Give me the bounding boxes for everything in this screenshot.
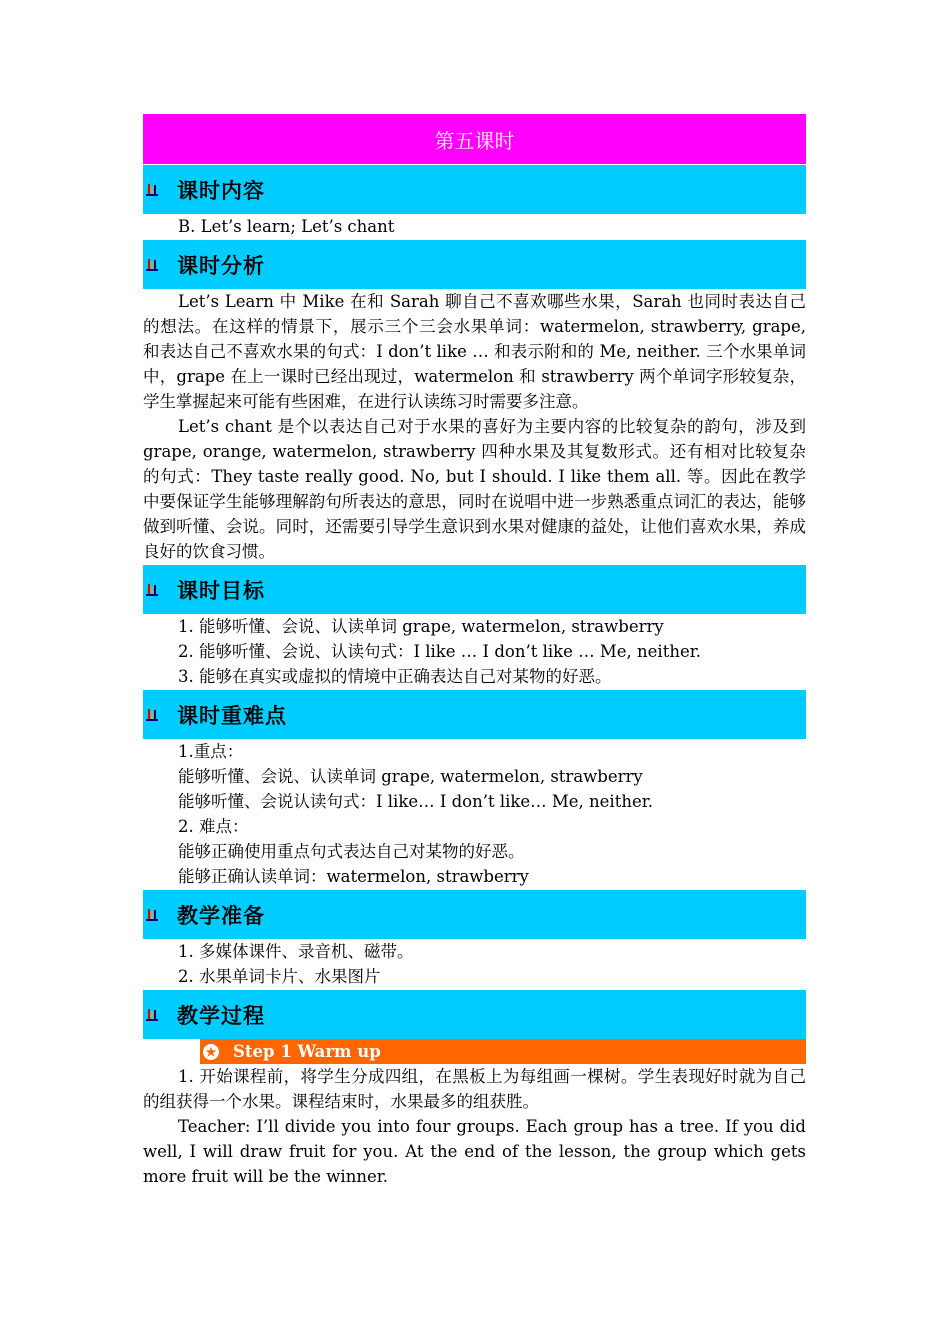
star-circle-icon: ★ bbox=[203, 1044, 219, 1060]
section-header-prep bbox=[143, 890, 806, 939]
book-stack-icon bbox=[145, 258, 159, 272]
list-item: 能够听懂、会说、认读单词 grape, watermelon, strawberry bbox=[178, 767, 643, 786]
section-title: 课时目标 bbox=[177, 578, 265, 603]
paragraph: 1. 开始课程前，将学生分成四组，在黑板上为每组画一棵树。学生表现好时就为自己的组获得一个水果。课程结束时，水果最多的组获胜。 bbox=[143, 1067, 806, 1111]
list-item: 能够正确认读单词：watermelon, strawberry bbox=[178, 867, 529, 886]
section-body-content bbox=[143, 214, 806, 239]
book-stack-icon bbox=[145, 583, 159, 597]
step-label: Step 1 Warm up bbox=[233, 1042, 381, 1061]
lesson-title: 第五课时 bbox=[434, 128, 515, 153]
list-item: 能够正确使用重点句式表达自己对某物的好恶。 bbox=[178, 842, 525, 861]
lesson-title-bar bbox=[143, 114, 806, 164]
step-header bbox=[200, 1039, 806, 1064]
paragraph: Let’s Learn 中 Mike 在和 Sarah 聊自己不喜欢哪些水果，Sarah 也同时表达自己的想法。在这样的情景下，展示三个三会水果单词：watermelon, strawberry, grape, 和表达自己不喜欢水果的句式：I don’t like … 和表示附和的 Me, neither. 三个水果单词中，grape 在上一课时已经出现过，watermelon 和 strawberry 两个单词字形较复杂，学生掌握起来可能有些困难，在进行认读练习时需要多注意。 bbox=[143, 292, 806, 411]
section-title: 教学准备 bbox=[177, 903, 265, 928]
list-item: 3. 能够在真实或虚拟的情境中正确表达自己对某物的好恶。 bbox=[178, 667, 612, 686]
book-stack-icon bbox=[145, 908, 159, 922]
section-title: 课时重难点 bbox=[177, 703, 287, 728]
paragraph: Teacher: I’ll divide you into four groups. Each group has a tree. If you did well, I will draw fruit for you. At the end of the lesson, the group which gets more fruit will be the winner. bbox=[143, 1117, 806, 1186]
list-item: 1. 能够听懂、会说、认读单词 grape, watermelon, strawberry bbox=[178, 617, 664, 636]
text-line: B. Let’s learn; Let’s chant bbox=[178, 217, 395, 236]
section-title: 课时分析 bbox=[177, 253, 265, 278]
section-header-analysis bbox=[143, 240, 806, 289]
list-item: 能够听懂、会说认读句式：I like… I don’t like… Me, neither. bbox=[178, 792, 654, 811]
list-item: 2. 能够听懂、会说、认读句式：I like … I don’t like … Me, neither. bbox=[178, 642, 702, 661]
book-stack-icon bbox=[145, 1008, 159, 1022]
list-item: 2. 难点： bbox=[178, 817, 249, 836]
section-body-keypoints bbox=[143, 739, 806, 889]
section-body-analysis bbox=[143, 289, 806, 564]
section-header-keypoints bbox=[143, 690, 806, 739]
section-header-process bbox=[143, 990, 806, 1039]
section-title: 课时内容 bbox=[177, 178, 265, 203]
list-item: 2. 水果单词卡片、水果图片 bbox=[178, 967, 381, 986]
book-stack-icon bbox=[145, 708, 159, 722]
section-body-goals bbox=[143, 614, 806, 689]
section-title: 教学过程 bbox=[177, 1003, 265, 1028]
section-body-prep bbox=[143, 939, 806, 989]
section-header-goals bbox=[143, 565, 806, 614]
paragraph: Let’s chant 是个以表达自己对于水果的喜好为主要内容的比较复杂的韵句，涉及到 grape, orange, watermelon, strawberry 四种水果及其复数形式。还有相对比较复杂的句式：They taste really good. No, but I should. I like them all. 等。因此在教学中要保证学生能够理解韵句所表达的意思，同时在说唱中进一步熟悉重点词汇的表达，能够做到听懂、会说。同时，还需要引导学生意识到水果对健康的益处，让他们喜欢水果，养成良好的饮食习惯。 bbox=[143, 417, 806, 561]
list-item: 1.重点： bbox=[178, 742, 244, 761]
book-stack-icon bbox=[145, 183, 159, 197]
list-item: 1. 多媒体课件、录音机、磁带。 bbox=[178, 942, 414, 961]
section-header-content bbox=[143, 165, 806, 214]
lesson-page bbox=[143, 114, 806, 1189]
section-body-process bbox=[143, 1064, 806, 1189]
